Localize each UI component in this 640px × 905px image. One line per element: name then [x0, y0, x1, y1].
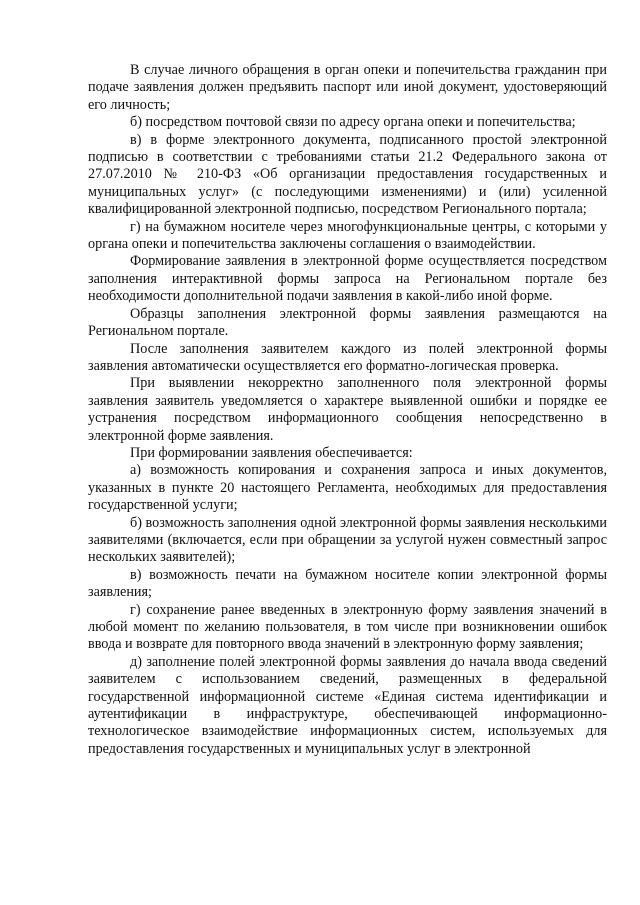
paragraph-item-g: г) сохранение ранее введенных в электронную форму заявления значений в любой момент по желанию пользователя, в том числе при возникновении ошибок ввода и возврате для повторного ввода значений в электронную форму заявления;	[88, 601, 607, 653]
paragraph-item-d: д) заполнение полей электронной формы заявления до начала ввода сведений заявителем с использованием сведений, размещенных в федеральной государственной информационной системе «Единая система идентификации и аутентификации в инфраструктуре, обеспечивающей информационно-технологическое взаимодействие информационных систем, используемых для предоставления государственных и муниципальных услуг в электронной	[88, 653, 607, 757]
paragraph-item-a: а) возможность копирования и сохранения запроса и иных документов, указанных в пункте 20 настоящего Регламента, необходимых для предоставления государственной услуги;	[88, 462, 607, 514]
paragraph-electronic-form: Формирование заявления в электронной форме осуществляется посредством заполнения интерактивной формы запроса на Региональном портале без необходимости дополнительной подачи заявления в какой-либо иной форме.	[88, 253, 607, 305]
paragraph-samples: Образцы заполнения электронной формы заявления размещаются на Региональном портале.	[88, 305, 607, 340]
paragraph-error-notice: При выявлении некорректно заполненного поля электронной формы заявления заявитель уведомляется о характере выявленной ошибки и порядке ее устранения посредством информационного сообщения непосредственно в электронной форме заявления.	[88, 375, 607, 444]
paragraph-mfc: г) на бумажном носителе через многофункциональные центры, с которыми у органа опеки и попечительства заключены соглашения о взаимодействии.	[88, 218, 607, 253]
paragraph-item-b: б) возможность заполнения одной электронной формы заявления несколькими заявителями (включается, если при обращении за услугой нужен совместный запрос нескольких заявителей);	[88, 514, 607, 566]
paragraph-personal-appeal: В случае личного обращения в орган опеки и попечительства гражданин при подаче заявления должен предъявить паспорт или иной документ, удостоверяющий его личность;	[88, 62, 607, 113]
paragraph-format-check: После заполнения заявителем каждого из полей электронной формы заявления автоматически осуществляется его форматно-логическая проверка.	[88, 340, 607, 374]
paragraph-electronic-document: в) в форме электронного документа, подписанного простой электронной подписью в соответствии с требованиями статьи 21.2 Федерального закона от 27.07.2010 № 210-ФЗ «Об организации предоставления государственных и муниципальных услуг» (с последующими изменениями) и (или) усиленной квалифицированной электронной подписью, посредством Регионального портала;	[88, 131, 607, 218]
paragraph-provided-list-intro: При формировании заявления обеспечивается:	[130, 444, 413, 461]
paragraph-item-v: в) возможность печати на бумажном носителе копии электронной формы заявления;	[88, 566, 607, 601]
paragraph-postal: б) посредством почтовой связи по адресу органа опеки и попечительства;	[130, 114, 576, 131]
